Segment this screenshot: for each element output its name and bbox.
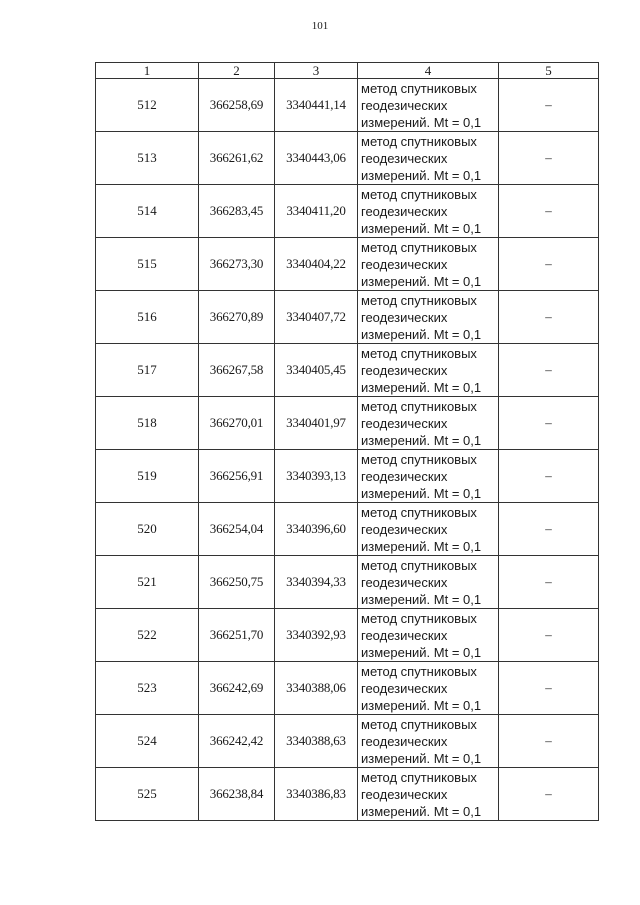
x-coordinate-cell: 366273,30: [199, 238, 275, 291]
method-line-2: геодезических: [361, 203, 448, 219]
method-line-3: измерений. Mt = 0,1: [361, 432, 482, 448]
x-coordinate-cell: 366238,84: [199, 768, 275, 821]
method-line-3: измерений. Mt = 0,1: [361, 114, 482, 130]
method-line-1: метод спутниковых: [361, 716, 477, 732]
method-line-1: метод спутниковых: [361, 663, 477, 679]
method-cell: [358, 715, 499, 768]
y-coordinate-cell: 3340443,06: [275, 132, 358, 185]
method-line-2: геодезических: [361, 786, 448, 802]
method-line-1: метод спутниковых: [361, 610, 477, 626]
y-coordinate-cell: 3340392,93: [275, 609, 358, 662]
method-cell: [358, 768, 499, 821]
x-coordinate-cell: 366270,89: [199, 291, 275, 344]
table-row: [96, 132, 599, 185]
x-coordinate-cell: 366270,01: [199, 397, 275, 450]
method-line-2: геодезических: [361, 362, 448, 378]
note-cell: –: [499, 609, 599, 662]
method-line-1: метод спутниковых: [361, 186, 477, 202]
point-number-cell: 520: [96, 503, 199, 556]
y-coordinate-cell: 3340393,13: [275, 450, 358, 503]
table-row: [96, 503, 599, 556]
x-coordinate-cell: 366242,42: [199, 715, 275, 768]
method-cell: [358, 556, 499, 609]
method-line-2: геодезических: [361, 150, 448, 166]
method-cell: [358, 291, 499, 344]
note-cell: –: [499, 715, 599, 768]
y-coordinate-cell: 3340401,97: [275, 397, 358, 450]
x-coordinate-cell: 366267,58: [199, 344, 275, 397]
note-cell: –: [499, 291, 599, 344]
method-line-3: измерений. Mt = 0,1: [361, 220, 482, 236]
y-coordinate-cell: 3340388,06: [275, 662, 358, 715]
method-line-1: метод спутниковых: [361, 345, 477, 361]
table-row: [96, 715, 599, 768]
note-cell: –: [499, 79, 599, 132]
table-row: [96, 397, 599, 450]
method-line-1: метод спутниковых: [361, 769, 477, 785]
method-line-2: геодезических: [361, 521, 448, 537]
method-line-1: метод спутниковых: [361, 239, 477, 255]
method-line-3: измерений. Mt = 0,1: [361, 644, 482, 660]
table-row: [96, 662, 599, 715]
method-line-3: измерений. Mt = 0,1: [361, 379, 482, 395]
method-line-3: измерений. Mt = 0,1: [361, 326, 482, 342]
method-line-3: измерений. Mt = 0,1: [361, 538, 482, 554]
method-cell: [358, 185, 499, 238]
note-cell: –: [499, 132, 599, 185]
header-col-3: 3: [275, 63, 358, 79]
point-number-cell: 513: [96, 132, 199, 185]
table-row: [96, 185, 599, 238]
x-coordinate-cell: 366251,70: [199, 609, 275, 662]
note-cell: –: [499, 662, 599, 715]
point-number-cell: 521: [96, 556, 199, 609]
method-line-3: измерений. Mt = 0,1: [361, 273, 482, 289]
point-number-cell: 516: [96, 291, 199, 344]
method-line-2: геодезических: [361, 468, 448, 484]
method-line-3: измерений. Mt = 0,1: [361, 750, 482, 766]
method-line-2: геодезических: [361, 680, 448, 696]
y-coordinate-cell: 3340404,22: [275, 238, 358, 291]
x-coordinate-cell: 366261,62: [199, 132, 275, 185]
table-body: [96, 63, 599, 821]
point-number-cell: 519: [96, 450, 199, 503]
y-coordinate-cell: 3340405,45: [275, 344, 358, 397]
method-line-1: метод спутниковых: [361, 292, 477, 308]
table-row: [96, 291, 599, 344]
table-row: [96, 556, 599, 609]
note-cell: –: [499, 556, 599, 609]
method-line-2: геодезических: [361, 256, 448, 272]
method-line-1: метод спутниковых: [361, 504, 477, 520]
point-number-cell: 517: [96, 344, 199, 397]
method-line-2: геодезических: [361, 574, 448, 590]
method-cell: [358, 79, 499, 132]
method-line-1: метод спутниковых: [361, 80, 477, 96]
method-cell: [358, 503, 499, 556]
method-cell: [358, 450, 499, 503]
method-line-1: метод спутниковых: [361, 398, 477, 414]
table-row: [96, 609, 599, 662]
table-row: [96, 238, 599, 291]
table-row: [96, 79, 599, 132]
method-line-2: геодезических: [361, 627, 448, 643]
point-number-cell: 523: [96, 662, 199, 715]
y-coordinate-cell: 3340388,63: [275, 715, 358, 768]
method-line-3: измерений. Mt = 0,1: [361, 803, 482, 819]
note-cell: –: [499, 238, 599, 291]
method-line-1: метод спутниковых: [361, 557, 477, 573]
header-col-4: 4: [358, 63, 499, 79]
note-cell: –: [499, 397, 599, 450]
method-cell: [358, 397, 499, 450]
y-coordinate-cell: 3340386,83: [275, 768, 358, 821]
coordinates-table: [95, 62, 599, 821]
page-number: 101: [311, 20, 329, 32]
point-number-cell: 515: [96, 238, 199, 291]
note-cell: –: [499, 768, 599, 821]
note-cell: –: [499, 503, 599, 556]
x-coordinate-cell: 366242,69: [199, 662, 275, 715]
table-row: [96, 768, 599, 821]
x-coordinate-cell: 366283,45: [199, 185, 275, 238]
method-line-2: геодезических: [361, 415, 448, 431]
method-line-1: метод спутниковых: [361, 133, 477, 149]
method-line-3: измерений. Mt = 0,1: [361, 167, 482, 183]
point-number-cell: 524: [96, 715, 199, 768]
method-cell: [358, 344, 499, 397]
method-line-3: измерений. Mt = 0,1: [361, 485, 482, 501]
table-row: [96, 344, 599, 397]
method-line-3: измерений. Mt = 0,1: [361, 697, 482, 713]
point-number-cell: 522: [96, 609, 199, 662]
method-line-2: геодезических: [361, 733, 448, 749]
method-line-2: геодезических: [361, 97, 448, 113]
x-coordinate-cell: 366256,91: [199, 450, 275, 503]
y-coordinate-cell: 3340411,20: [275, 185, 358, 238]
header-col-5: 5: [499, 63, 599, 79]
method-line-1: метод спутниковых: [361, 451, 477, 467]
header-row: [96, 63, 599, 79]
header-col-2: 2: [199, 63, 275, 79]
method-line-2: геодезических: [361, 309, 448, 325]
method-cell: [358, 662, 499, 715]
point-number-cell: 518: [96, 397, 199, 450]
note-cell: –: [499, 450, 599, 503]
y-coordinate-cell: 3340396,60: [275, 503, 358, 556]
point-number-cell: 525: [96, 768, 199, 821]
x-coordinate-cell: 366254,04: [199, 503, 275, 556]
y-coordinate-cell: 3340407,72: [275, 291, 358, 344]
header-col-1: 1: [96, 63, 199, 79]
x-coordinate-cell: 366258,69: [199, 79, 275, 132]
x-coordinate-cell: 366250,75: [199, 556, 275, 609]
point-number-cell: 512: [96, 79, 199, 132]
point-number-cell: 514: [96, 185, 199, 238]
method-cell: [358, 238, 499, 291]
method-line-3: измерений. Mt = 0,1: [361, 591, 482, 607]
table-row: [96, 450, 599, 503]
y-coordinate-cell: 3340394,33: [275, 556, 358, 609]
method-cell: [358, 132, 499, 185]
note-cell: –: [499, 344, 599, 397]
note-cell: –: [499, 185, 599, 238]
y-coordinate-cell: 3340441,14: [275, 79, 358, 132]
method-cell: [358, 609, 499, 662]
